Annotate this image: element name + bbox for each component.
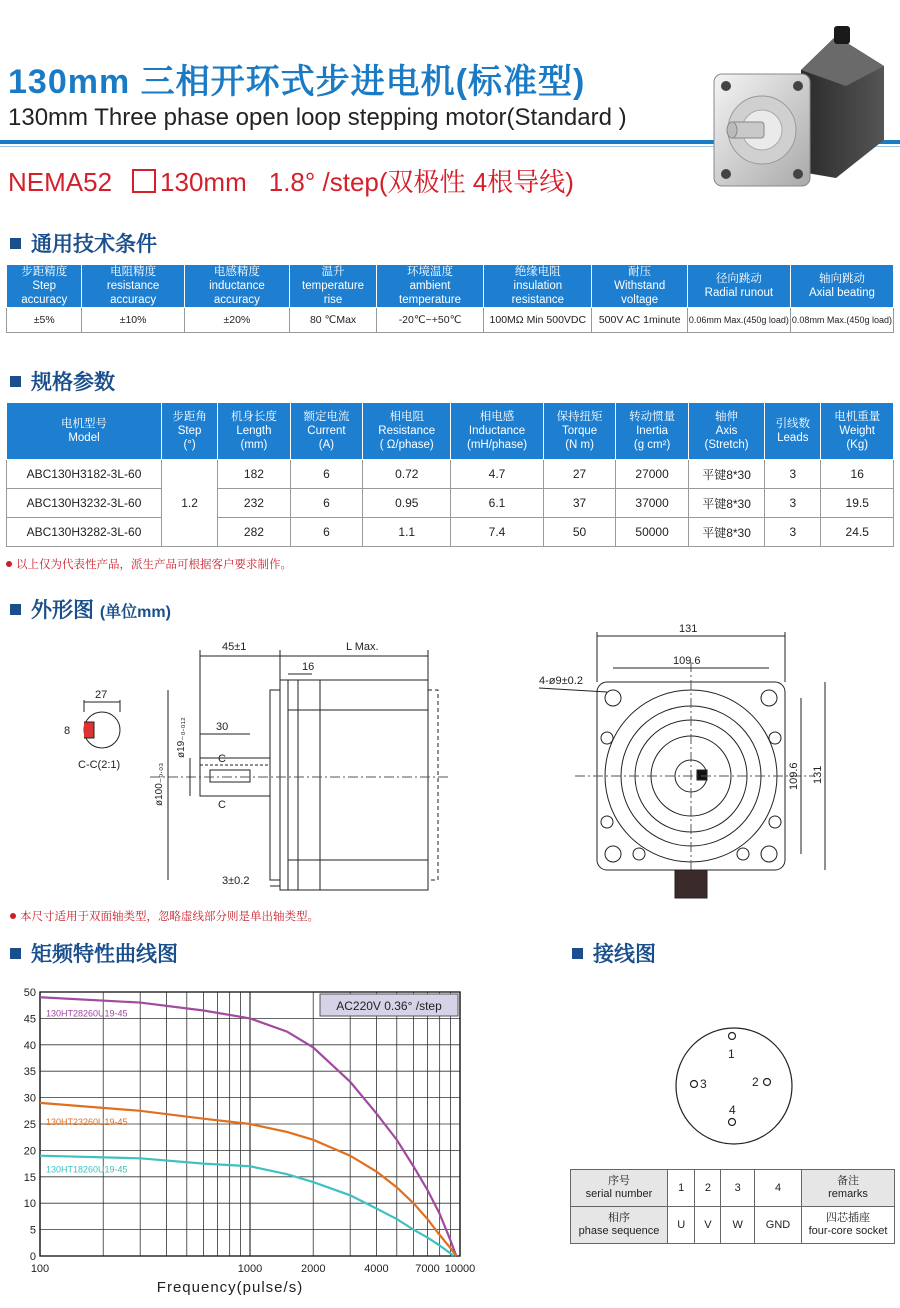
general-header-cell: 耐压 Withstand voltage xyxy=(592,265,687,308)
wiring-row-phase xyxy=(571,1207,895,1244)
general-header-cell: 绝缘电阻 insulation resistance xyxy=(484,265,592,308)
page-title-cn: 130mm 三相开环式步进电机(标准型) xyxy=(8,63,586,101)
wiring-header-serial: 序号 serial number xyxy=(571,1170,668,1207)
section-general-title: 通用技术条件 xyxy=(10,228,157,258)
spec-cell: 4.7 xyxy=(451,460,544,489)
spec-row xyxy=(7,460,894,489)
wiring-row-serial xyxy=(571,1170,895,1207)
spec-header-cell: 电机重量 Weight (Kg) xyxy=(821,403,894,460)
dim-45: 45±1 xyxy=(222,641,247,653)
dim-131-top: 131 xyxy=(679,623,698,635)
connector-outline xyxy=(676,1028,792,1144)
y-tick-label: 30 xyxy=(23,1092,36,1105)
size-label: 130mm xyxy=(160,167,247,197)
spec-cell: 0.95 xyxy=(363,489,451,518)
legend-box-label: AC220V 0.36° /step xyxy=(336,999,442,1013)
dim-lmax: L Max. xyxy=(346,641,379,653)
page-title-en: 130mm Three phase open loop stepping motor(Standard ) xyxy=(8,104,627,131)
spec-cell: 50 xyxy=(543,518,616,547)
pin-3-label: 3 xyxy=(700,1077,707,1091)
general-value-cell: ±10% xyxy=(82,308,184,333)
spec-cell: 3 xyxy=(765,460,821,489)
spec-header-cell: 轴伸 Axis (Stretch) xyxy=(688,403,764,460)
spec-cell: 3 xyxy=(765,518,821,547)
y-tick-label: 20 xyxy=(23,1145,36,1158)
spec-table xyxy=(6,402,894,547)
general-value-cell: 100MΩ Min 500VDC xyxy=(484,308,592,333)
wiring-cell: 2 xyxy=(695,1170,721,1207)
spec-cell: 6 xyxy=(290,489,363,518)
wiring-cell: U xyxy=(668,1207,695,1244)
pin-2-hole xyxy=(764,1079,771,1086)
general-value-cell: -20℃~+50℃ xyxy=(376,308,483,333)
general-header-cell: 环境温度 ambient temperature xyxy=(376,265,483,308)
pin-2-label: 2 xyxy=(752,1075,759,1089)
spec-cell: 6 xyxy=(290,518,363,547)
y-tick-label: 5 xyxy=(29,1224,36,1237)
series-label: 130HT18260U19-45 xyxy=(46,1164,128,1175)
general-header-cell: 温升 temperature rise xyxy=(290,265,377,308)
y-tick-label: 10 xyxy=(23,1198,36,1211)
dim-holes: 4-ø9±0.2 xyxy=(539,675,583,687)
bullet-square-icon xyxy=(10,948,21,959)
pin-1-hole xyxy=(729,1033,736,1040)
general-value-cell: 0.08mm Max.(450g load) xyxy=(790,308,893,333)
bullet-square-icon xyxy=(10,376,21,387)
wiring-cell: 3 xyxy=(721,1170,755,1207)
wiring-header-phase: 相序 phase sequence xyxy=(571,1207,668,1244)
spec-cell: 平键8*30 xyxy=(688,460,764,489)
spec-cell: 6 xyxy=(290,460,363,489)
pin-4-label: 4 xyxy=(729,1103,736,1117)
spec-cell: 27 xyxy=(543,460,616,489)
spec-header-cell: 保持扭矩 Torque (N m) xyxy=(543,403,616,460)
spec-cell: 7.4 xyxy=(451,518,544,547)
general-header-row xyxy=(7,265,894,308)
bullet-dot-icon xyxy=(6,561,12,567)
dim-phi19: ø19₋₀.₀₁₂ xyxy=(176,717,187,758)
spec-header-cell: 步距角 Step (°) xyxy=(162,403,218,460)
wiring-cell: W xyxy=(721,1207,755,1244)
spec-header-cell: 电机型号 Model xyxy=(7,403,162,460)
torque-frequency-chart xyxy=(10,980,490,1298)
general-value-row xyxy=(7,308,894,333)
spec-cell: 37000 xyxy=(616,489,689,518)
dim-1096-side: 109.6 xyxy=(788,762,800,790)
y-tick-label: 45 xyxy=(23,1013,36,1026)
section-spec-title: 规格参数 xyxy=(10,366,115,396)
dim-27: 27 xyxy=(95,689,108,701)
general-header-cell: 径向跳动 Radial runout xyxy=(687,265,790,308)
pin-4-hole xyxy=(729,1119,736,1126)
y-tick-label: 0 xyxy=(29,1251,36,1263)
spec-cell: 37 xyxy=(543,489,616,518)
section-curve-title: 矩频特性曲线图 xyxy=(10,938,178,968)
dim-8: 8 xyxy=(64,725,71,737)
spec-header-row xyxy=(7,403,894,460)
spec-note: 以上仅为代表性产品，派生产品可根据客户要求制作。 xyxy=(6,556,292,572)
square-icon xyxy=(132,169,156,193)
general-value-cell: ±20% xyxy=(184,308,289,333)
spec-cell: 1.1 xyxy=(363,518,451,547)
general-table xyxy=(6,264,894,333)
x-tick-label: 7000 xyxy=(415,1263,440,1275)
spec-cell: 6.1 xyxy=(451,489,544,518)
spec-header-cell: 转动惯量 Inertia (g cm²) xyxy=(616,403,689,460)
spec-cell: 232 xyxy=(218,489,291,518)
spec-model-cell: ABC130H3282-3L-60 xyxy=(7,518,162,547)
general-value-cell: 500V AC 1minute xyxy=(592,308,687,333)
series-label: 130HT28260U19-45 xyxy=(46,1008,128,1019)
spec-cell: 50000 xyxy=(616,518,689,547)
cc-section-view xyxy=(64,689,120,771)
dim-16: 16 xyxy=(302,661,315,673)
spec-cell: 282 xyxy=(218,518,291,547)
bullet-dot-icon xyxy=(10,913,16,919)
dimension-note: 本尺寸适用于双面轴类型，忽略虚线部分则是单出轴类型。 xyxy=(10,908,319,924)
x-tick-label: 4000 xyxy=(364,1263,389,1275)
spec-cell: 16 xyxy=(821,460,894,489)
spec-row xyxy=(7,518,894,547)
section-dimension-title: 外形图 (单位mm) xyxy=(10,594,171,624)
nema-line xyxy=(8,162,574,199)
spec-header-cell: 相电阻 Resistance ( Ω/phase) xyxy=(363,403,451,460)
dim-131-side: 131 xyxy=(812,765,824,784)
spec-model-cell: ABC130H3182-3L-60 xyxy=(7,460,162,489)
spec-header-cell: 引线数 Leads xyxy=(765,403,821,460)
series-label: 130HT23260U19-45 xyxy=(46,1116,128,1127)
spec-step-cell: 1.2 xyxy=(162,460,218,547)
wiring-cell: 4 xyxy=(755,1170,802,1207)
spec-row xyxy=(7,489,894,518)
spec-cell: 182 xyxy=(218,460,291,489)
nema-label: NEMA52 xyxy=(8,167,113,197)
spec-header-cell: 额定电流 Current (A) xyxy=(290,403,363,460)
section-wiring-title: 接线图 xyxy=(572,938,656,968)
bullet-square-icon xyxy=(10,604,21,615)
section-c-top: C xyxy=(218,753,226,765)
general-value-cell: ±5% xyxy=(7,308,82,333)
general-header-cell: 电感精度 inductance accuracy xyxy=(184,265,289,308)
step-label: 1.8° /step(双极性 4根导线) xyxy=(268,167,574,197)
x-tick-label: 1000 xyxy=(237,1263,263,1275)
dim-3: 3±0.2 xyxy=(222,875,250,887)
spec-model-cell: ABC130H3232-3L-60 xyxy=(7,489,162,518)
spec-cell: 平键8*30 xyxy=(688,518,764,547)
spec-cell: 平键8*30 xyxy=(688,489,764,518)
pin-1-label: 1 xyxy=(728,1047,735,1061)
front-view-drawing xyxy=(535,622,835,902)
x-axis-label: Frequency(pulse/s) xyxy=(156,1279,304,1296)
y-tick-label: 50 xyxy=(23,987,36,999)
dim-phi100: ø100₋₀.₀₃ xyxy=(154,762,165,806)
y-tick-label: 35 xyxy=(23,1066,36,1079)
general-value-cell: 0.06mm Max.(450g load) xyxy=(687,308,790,333)
y-tick-label: 25 xyxy=(23,1119,36,1131)
general-header-cell: 电阻精度 resistance accuracy xyxy=(82,265,184,308)
general-value-cell: 80 ℃Max xyxy=(290,308,377,333)
bullet-square-icon xyxy=(572,948,583,959)
pin-3-hole xyxy=(691,1081,698,1088)
wiring-cell: 1 xyxy=(668,1170,695,1207)
x-tick-label: 2000 xyxy=(300,1263,326,1275)
general-header-cell: 步距精度 Step accuracy xyxy=(7,265,82,308)
y-tick-label: 15 xyxy=(23,1171,36,1184)
connector-pinout-diagram xyxy=(672,1020,802,1160)
spec-cell: 24.5 xyxy=(821,518,894,547)
section-c-bottom: C xyxy=(218,799,226,811)
spec-header-cell: 相电感 Inductance (mH/phase) xyxy=(451,403,544,460)
spec-header-cell: 机身长度 Length (mm) xyxy=(218,403,291,460)
cc-label: C-C(2:1) xyxy=(78,759,121,771)
bullet-square-icon xyxy=(10,238,21,249)
wiring-cell: GND xyxy=(755,1207,802,1244)
spec-cell: 0.72 xyxy=(363,460,451,489)
wiring-header-remarks: 备注 remarks xyxy=(802,1170,895,1207)
x-tick-label: 100 xyxy=(30,1263,50,1275)
spec-cell: 27000 xyxy=(616,460,689,489)
motor-product-image xyxy=(706,22,896,190)
wiring-table xyxy=(570,1169,895,1244)
spec-cell: 19.5 xyxy=(821,489,894,518)
dim-1096-top: 109.6 xyxy=(673,655,701,667)
wiring-cell: V xyxy=(695,1207,721,1244)
y-tick-label: 40 xyxy=(23,1039,36,1052)
wiring-socket-cell: 四芯插座 four-core socket xyxy=(802,1207,895,1244)
x-tick-label: 10000 xyxy=(444,1263,476,1275)
side-view-drawing xyxy=(50,630,470,900)
dim-30: 30 xyxy=(216,721,229,733)
general-header-cell: 轴向跳动 Axial beating xyxy=(790,265,893,308)
spec-cell: 3 xyxy=(765,489,821,518)
